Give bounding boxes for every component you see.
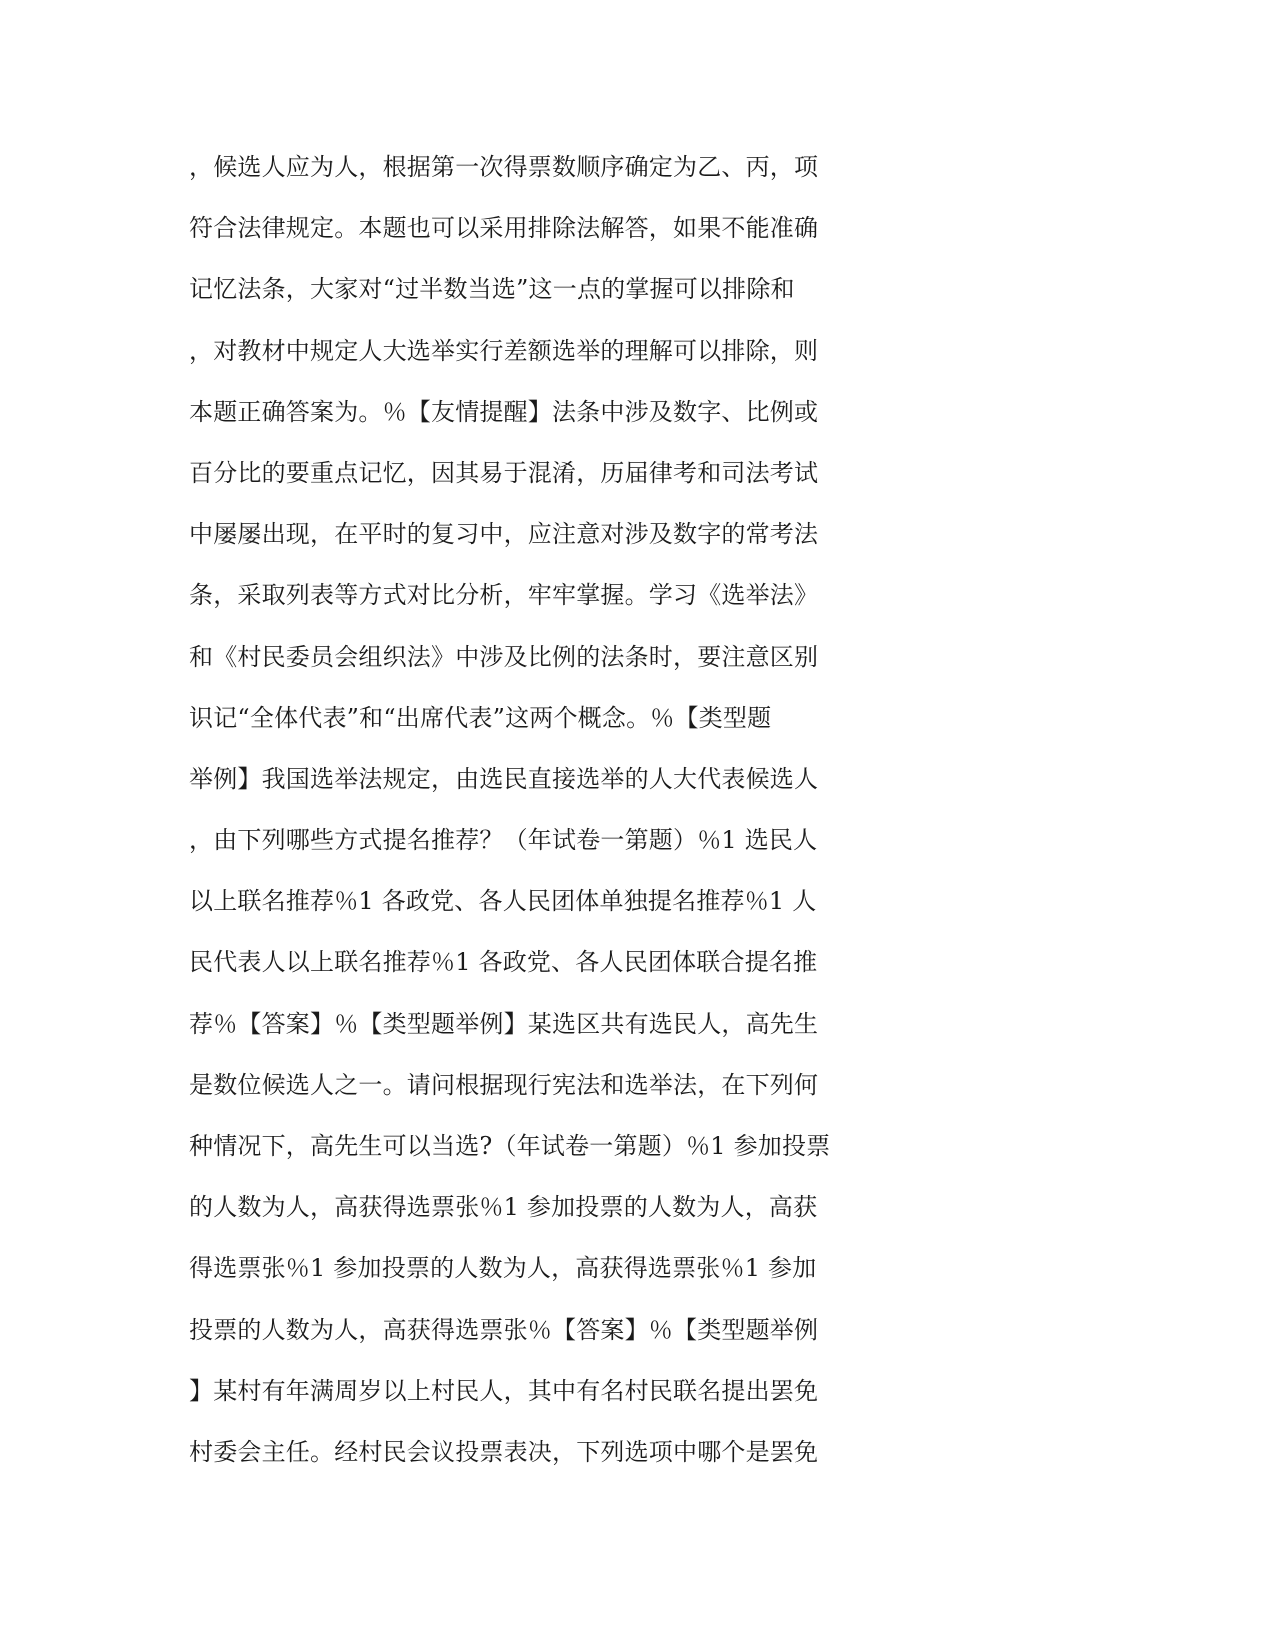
- text-line: 符合法律规定。本题也可以采用排除法解答，如果不能准确: [189, 214, 819, 243]
- body-text: [189, 142, 889, 1488]
- text-line: 民代表人以上联名推荐％1 各政党、各人民团体联合提名推: [189, 948, 818, 977]
- text-line: 条，采取列表等方式对比分析，牢牢掌握。学习《选举法》: [189, 581, 819, 610]
- text-line: 】某村有年满周岁以上村民人，其中有名村民联名提出罢免: [189, 1376, 819, 1405]
- text-line: 是数位候选人之一。请问根据现行宪法和选举法，在下列何: [189, 1070, 819, 1099]
- text-line: 种情况下，高先生可以当选?（年试卷一第题）％1 参加投票: [189, 1132, 831, 1160]
- text-line: 举例】我国选举法规定，由选民直接选举的人大代表候选人: [189, 764, 819, 793]
- text-line: 记忆法条，大家对“过半数当选”这一点的掌握可以排除和: [189, 275, 795, 304]
- text-line: 的人数为人，高获得选票张％1 参加投票的人数为人，高获: [189, 1193, 818, 1222]
- text-line: 本题正确答案为。％【友情提醒】法条中涉及数字、比例或: [189, 397, 819, 426]
- text-line: 百分比的要重点记忆，因其易于混淆，历届律考和司法考试: [189, 458, 819, 487]
- text-line: 得选票张％1 参加投票的人数为人，高获得选票张％1 参加: [189, 1254, 817, 1283]
- text-line: 中屡屡出现，在平时的复习中，应注意对涉及数字的常考法: [189, 520, 819, 549]
- text-line: ，由下列哪些方式提名推荐？（年试卷一第题）％1 选民人: [189, 826, 818, 855]
- text-line: ，对教材中规定人大选举实行差额选举的理解可以排除，则: [189, 336, 819, 365]
- text-line: 荐％【答案】％【类型题举例】某选区共有选民人，高先生: [189, 1009, 819, 1038]
- text-line: 和《村民委员会组织法》中涉及比例的法条时，要注意区别: [189, 642, 819, 671]
- text-line: 投票的人数为人，高获得选票张％【答案】％【类型题举例: [189, 1315, 819, 1344]
- text-line: ，候选人应为人，根据第一次得票数顺序确定为乙、丙，项: [189, 153, 819, 181]
- text-line: 村委会主任。经村民会议投票表决，下列选项中哪个是罢免: [189, 1437, 819, 1466]
- text-line: 识记“全体代表”和“出席代表”这两个概念。％【类型题: [189, 703, 772, 732]
- text-line: 以上联名推荐％1 各政党、各人民团体单独提名推荐％1 人: [189, 887, 817, 916]
